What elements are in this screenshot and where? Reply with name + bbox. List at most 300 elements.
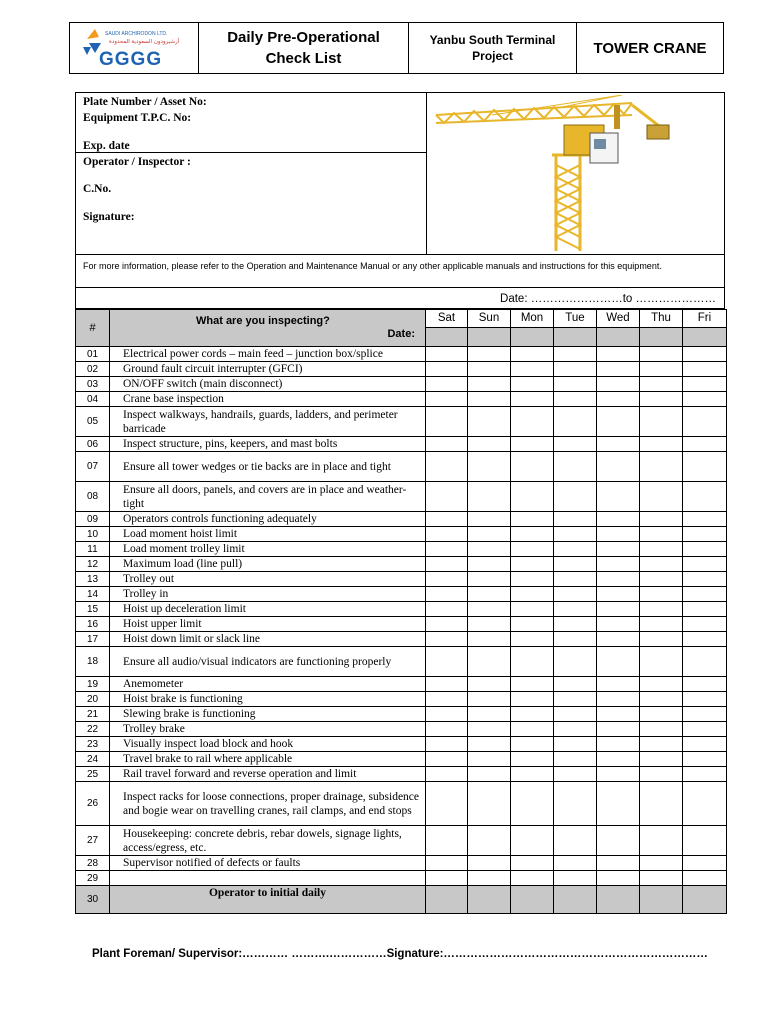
day-header-sun <box>468 310 511 347</box>
check-cell-sat[interactable] <box>426 362 468 377</box>
check-cell-mon[interactable] <box>511 392 554 407</box>
check-cell-wed[interactable] <box>597 737 640 752</box>
inspection-item: Trolley brake <box>110 722 426 737</box>
row-number: 05 <box>76 407 110 437</box>
check-cell-sat[interactable] <box>426 572 468 587</box>
check-cell-sun[interactable] <box>468 752 511 767</box>
check-cell-tue[interactable] <box>554 602 597 617</box>
check-cell-sun[interactable] <box>468 782 511 826</box>
title-line-1: Daily Pre-Operational <box>227 29 380 46</box>
check-cell-sun[interactable] <box>468 407 511 437</box>
check-cell-sun[interactable] <box>468 677 511 692</box>
check-cell-tue[interactable] <box>554 362 597 377</box>
check-cell-wed[interactable] <box>597 826 640 856</box>
info-fields <box>76 93 427 254</box>
check-cell-fri[interactable] <box>683 707 727 722</box>
day-date-cell[interactable] <box>511 328 553 346</box>
check-cell-tue[interactable] <box>554 767 597 782</box>
check-cell-tue[interactable] <box>554 856 597 871</box>
check-cell-wed[interactable] <box>597 617 640 632</box>
check-cell-sat[interactable] <box>426 437 468 452</box>
check-cell-fri[interactable] <box>683 856 727 871</box>
check-cell-mon[interactable] <box>511 602 554 617</box>
table-row <box>76 512 727 527</box>
table-row <box>76 856 727 871</box>
check-cell-mon[interactable] <box>511 617 554 632</box>
check-cell-fri[interactable] <box>683 632 727 647</box>
check-cell-sat[interactable] <box>426 886 468 914</box>
inspection-item: Hoist brake is functioning <box>110 692 426 707</box>
inspection-item: Load moment hoist limit <box>110 527 426 542</box>
tpc-number-label: Equipment T.P.C. No: <box>83 112 192 124</box>
check-cell-thu[interactable] <box>640 587 683 602</box>
check-cell-wed[interactable] <box>597 557 640 572</box>
check-cell-sat[interactable] <box>426 752 468 767</box>
check-cell-wed[interactable] <box>597 602 640 617</box>
table-row <box>76 632 727 647</box>
check-cell-thu[interactable] <box>640 557 683 572</box>
check-cell-wed[interactable] <box>597 347 640 362</box>
check-cell-wed[interactable] <box>597 647 640 677</box>
check-cell-thu[interactable] <box>640 572 683 587</box>
table-row <box>76 587 727 602</box>
table-row <box>76 542 727 557</box>
day-header-mon <box>511 310 554 347</box>
table-row <box>76 826 727 856</box>
check-cell-mon[interactable] <box>511 347 554 362</box>
check-cell-thu[interactable] <box>640 692 683 707</box>
check-cell-wed[interactable] <box>597 437 640 452</box>
check-cell-thu[interactable] <box>640 782 683 826</box>
check-cell-wed[interactable] <box>597 722 640 737</box>
check-cell-fri[interactable] <box>683 392 727 407</box>
day-header-thu <box>640 310 683 347</box>
table-row <box>76 482 727 512</box>
check-cell-mon[interactable] <box>511 437 554 452</box>
check-cell-sat[interactable] <box>426 617 468 632</box>
check-cell-sat[interactable] <box>426 527 468 542</box>
inspection-item: Hoist up deceleration limit <box>110 602 426 617</box>
day-label: Tue <box>554 310 596 328</box>
inspection-item: Ensure all tower wedges or tie backs are in place and tight <box>110 452 426 482</box>
check-cell-mon[interactable] <box>511 572 554 587</box>
row-number: 11 <box>76 542 110 557</box>
row-number: 19 <box>76 677 110 692</box>
check-cell-sat[interactable] <box>426 392 468 407</box>
check-cell-wed[interactable] <box>597 572 640 587</box>
check-cell-sun[interactable] <box>468 707 511 722</box>
check-cell-fri[interactable] <box>683 677 727 692</box>
inspection-item: Trolley in <box>110 587 426 602</box>
check-cell-fri[interactable] <box>683 587 727 602</box>
table-row <box>76 767 727 782</box>
check-cell-sat[interactable] <box>426 647 468 677</box>
check-cell-mon[interactable] <box>511 362 554 377</box>
check-cell-wed[interactable] <box>597 527 640 542</box>
check-cell-thu[interactable] <box>640 542 683 557</box>
check-cell-sun[interactable] <box>468 377 511 392</box>
check-cell-sat[interactable] <box>426 677 468 692</box>
row-number: 06 <box>76 437 110 452</box>
inspection-item: Trolley out <box>110 572 426 587</box>
check-cell-sun[interactable] <box>468 886 511 914</box>
check-cell-wed[interactable] <box>597 452 640 482</box>
table-row <box>76 647 727 677</box>
check-cell-mon[interactable] <box>511 871 554 886</box>
check-cell-tue[interactable] <box>554 707 597 722</box>
check-cell-wed[interactable] <box>597 767 640 782</box>
inspection-item: Operators controls functioning adequately <box>110 512 426 527</box>
check-cell-fri[interactable] <box>683 347 727 362</box>
check-cell-mon[interactable] <box>511 482 554 512</box>
check-cell-fri[interactable] <box>683 437 727 452</box>
inspection-item: Hoist upper limit <box>110 617 426 632</box>
check-cell-mon[interactable] <box>511 856 554 871</box>
check-cell-fri[interactable] <box>683 542 727 557</box>
check-cell-sun[interactable] <box>468 512 511 527</box>
operator-label: Operator / Inspector : <box>83 156 191 168</box>
check-cell-fri[interactable] <box>683 826 727 856</box>
check-cell-fri[interactable] <box>683 871 727 886</box>
check-cell-tue[interactable] <box>554 826 597 856</box>
check-cell-mon[interactable] <box>511 677 554 692</box>
table-row <box>76 362 727 377</box>
day-date-cell[interactable] <box>640 328 682 346</box>
check-cell-fri[interactable] <box>683 527 727 542</box>
check-cell-sun[interactable] <box>468 527 511 542</box>
check-cell-sun[interactable] <box>468 587 511 602</box>
supervisor-signature-line[interactable]: Plant Foreman/ Supervisor:………… ……….……………Signature:…………………………………………………………… <box>92 948 708 960</box>
check-cell-sun[interactable] <box>468 347 511 362</box>
company-logo-icon <box>79 25 189 71</box>
check-cell-tue[interactable] <box>554 692 597 707</box>
check-cell-thu[interactable] <box>640 767 683 782</box>
inspection-item: Hoist down limit or slack line <box>110 632 426 647</box>
day-header-fri <box>683 310 727 347</box>
check-cell-thu[interactable] <box>640 452 683 482</box>
check-cell-tue[interactable] <box>554 542 597 557</box>
check-cell-thu[interactable] <box>640 392 683 407</box>
day-label: Wed <box>597 310 639 328</box>
check-cell-sat[interactable] <box>426 632 468 647</box>
day-header-wed <box>597 310 640 347</box>
check-cell-sun[interactable] <box>468 826 511 856</box>
check-cell-wed[interactable] <box>597 886 640 914</box>
check-cell-tue[interactable] <box>554 737 597 752</box>
check-cell-wed[interactable] <box>597 407 640 437</box>
check-cell-thu[interactable] <box>640 856 683 871</box>
day-date-cell[interactable] <box>597 328 639 346</box>
check-cell-sat[interactable] <box>426 602 468 617</box>
check-cell-wed[interactable] <box>597 871 640 886</box>
check-cell-sun[interactable] <box>468 572 511 587</box>
check-cell-tue[interactable] <box>554 527 597 542</box>
row-number: 27 <box>76 826 110 856</box>
check-cell-tue[interactable] <box>554 572 597 587</box>
check-cell-thu[interactable] <box>640 632 683 647</box>
equipment-info-block <box>75 92 725 255</box>
inspection-item: Inspect structure, pins, keepers, and mast bolts <box>110 437 426 452</box>
check-cell-tue[interactable] <box>554 407 597 437</box>
check-cell-sun[interactable] <box>468 482 511 512</box>
day-date-cell[interactable] <box>683 328 726 346</box>
day-label: Mon <box>511 310 553 328</box>
check-cell-sun[interactable] <box>468 542 511 557</box>
check-cell-fri[interactable] <box>683 557 727 572</box>
check-cell-mon[interactable] <box>511 782 554 826</box>
day-date-cell[interactable] <box>426 328 467 346</box>
check-cell-fri[interactable] <box>683 647 727 677</box>
check-cell-mon[interactable] <box>511 527 554 542</box>
check-cell-mon[interactable] <box>511 722 554 737</box>
inspection-item: Slewing brake is functioning <box>110 707 426 722</box>
check-cell-sat[interactable] <box>426 782 468 826</box>
check-cell-sat[interactable] <box>426 347 468 362</box>
check-cell-sat[interactable] <box>426 377 468 392</box>
check-cell-thu[interactable] <box>640 482 683 512</box>
exp-date-label: Exp. date <box>83 140 130 152</box>
check-cell-thu[interactable] <box>640 377 683 392</box>
inspection-item: Crane base inspection <box>110 392 426 407</box>
check-cell-fri[interactable] <box>683 737 727 752</box>
check-cell-mon[interactable] <box>511 707 554 722</box>
row-number: 02 <box>76 362 110 377</box>
check-cell-mon[interactable] <box>511 512 554 527</box>
manual-reference-note: For more information, please refer to the Operation and Maintenance Manual or any other applicable manuals and instructions for this equipment. <box>75 255 725 288</box>
check-cell-mon[interactable] <box>511 587 554 602</box>
check-cell-wed[interactable] <box>597 362 640 377</box>
row-number: 28 <box>76 856 110 871</box>
table-row <box>76 677 727 692</box>
check-cell-sun[interactable] <box>468 632 511 647</box>
check-cell-thu[interactable] <box>640 527 683 542</box>
row-number: 12 <box>76 557 110 572</box>
check-cell-mon[interactable] <box>511 377 554 392</box>
inspection-item: Electrical power cords – main feed – junction box/splice <box>110 347 426 362</box>
check-cell-sat[interactable] <box>426 722 468 737</box>
check-cell-mon[interactable] <box>511 752 554 767</box>
check-cell-sat[interactable] <box>426 707 468 722</box>
table-row <box>76 452 727 482</box>
check-cell-thu[interactable] <box>640 362 683 377</box>
check-cell-thu[interactable] <box>640 737 683 752</box>
inspection-item: Operator to initial daily <box>110 886 426 914</box>
inspection-item: Ensure all audio/visual indicators are functioning properly <box>110 647 426 677</box>
check-cell-sat[interactable] <box>426 542 468 557</box>
check-cell-wed[interactable] <box>597 377 640 392</box>
check-cell-mon[interactable] <box>511 826 554 856</box>
inspection-item: Visually inspect load block and hook <box>110 737 426 752</box>
row-number: 30 <box>76 886 110 914</box>
check-cell-tue[interactable] <box>554 677 597 692</box>
check-cell-fri[interactable] <box>683 572 727 587</box>
form-title <box>199 23 409 73</box>
check-cell-mon[interactable] <box>511 632 554 647</box>
form-header <box>69 22 724 74</box>
check-cell-sat[interactable] <box>426 452 468 482</box>
check-cell-tue[interactable] <box>554 482 597 512</box>
check-cell-sun[interactable] <box>468 617 511 632</box>
check-cell-sun[interactable] <box>468 737 511 752</box>
check-cell-tue[interactable] <box>554 647 597 677</box>
check-cell-sat[interactable] <box>426 856 468 871</box>
day-date-cell[interactable] <box>468 328 510 346</box>
check-cell-sun[interactable] <box>468 557 511 572</box>
check-cell-thu[interactable] <box>640 407 683 437</box>
check-cell-wed[interactable] <box>597 692 640 707</box>
inspection-item: Housekeeping: concrete debris, rebar dowels, signage lights, access/egress, etc. <box>110 826 426 856</box>
check-cell-wed[interactable] <box>597 587 640 602</box>
check-cell-fri[interactable] <box>683 482 727 512</box>
company-logo <box>70 23 199 73</box>
check-cell-tue[interactable] <box>554 377 597 392</box>
check-cell-tue[interactable] <box>554 347 597 362</box>
check-cell-wed[interactable] <box>597 392 640 407</box>
check-cell-tue[interactable] <box>554 587 597 602</box>
table-row <box>76 572 727 587</box>
check-cell-fri[interactable] <box>683 782 727 826</box>
check-cell-mon[interactable] <box>511 557 554 572</box>
check-cell-mon[interactable] <box>511 692 554 707</box>
check-cell-sun[interactable] <box>468 362 511 377</box>
check-cell-tue[interactable] <box>554 632 597 647</box>
row-number: 13 <box>76 572 110 587</box>
question-header <box>110 310 426 347</box>
check-cell-fri[interactable] <box>683 377 727 392</box>
check-cell-wed[interactable] <box>597 752 640 767</box>
day-header-tue <box>554 310 597 347</box>
check-cell-wed[interactable] <box>597 482 640 512</box>
check-cell-sat[interactable] <box>426 692 468 707</box>
check-cell-thu[interactable] <box>640 347 683 362</box>
check-cell-sun[interactable] <box>468 856 511 871</box>
check-cell-wed[interactable] <box>597 782 640 826</box>
logo-text-ar: أرشيرودون السعودية المحدودة <box>109 39 180 45</box>
check-cell-sat[interactable] <box>426 512 468 527</box>
check-cell-sat[interactable] <box>426 871 468 886</box>
check-cell-sun[interactable] <box>468 767 511 782</box>
check-cell-tue[interactable] <box>554 722 597 737</box>
table-row <box>76 617 727 632</box>
check-cell-sun[interactable] <box>468 647 511 677</box>
check-cell-thu[interactable] <box>640 512 683 527</box>
inspection-item: Rail travel forward and reverse operation and limit <box>110 767 426 782</box>
date-range-text[interactable]: Date: ……………………to ………………… <box>500 293 716 305</box>
check-cell-thu[interactable] <box>640 752 683 767</box>
check-cell-mon[interactable] <box>511 886 554 914</box>
check-cell-sun[interactable] <box>468 392 511 407</box>
check-cell-thu[interactable] <box>640 722 683 737</box>
check-cell-fri[interactable] <box>683 602 727 617</box>
inspection-item <box>110 871 426 886</box>
check-cell-wed[interactable] <box>597 512 640 527</box>
check-cell-mon[interactable] <box>511 737 554 752</box>
check-cell-wed[interactable] <box>597 856 640 871</box>
check-cell-fri[interactable] <box>683 722 727 737</box>
check-cell-sat[interactable] <box>426 557 468 572</box>
check-cell-sun[interactable] <box>468 452 511 482</box>
check-cell-thu[interactable] <box>640 826 683 856</box>
check-cell-mon[interactable] <box>511 452 554 482</box>
check-cell-mon[interactable] <box>511 647 554 677</box>
check-cell-tue[interactable] <box>554 512 597 527</box>
check-cell-thu[interactable] <box>640 871 683 886</box>
row-number: 22 <box>76 722 110 737</box>
check-cell-tue[interactable] <box>554 782 597 826</box>
row-number: 14 <box>76 587 110 602</box>
check-cell-wed[interactable] <box>597 542 640 557</box>
day-label: Sat <box>426 310 467 328</box>
check-cell-thu[interactable] <box>640 647 683 677</box>
inspection-item: Supervisor notified of defects or faults <box>110 856 426 871</box>
check-cell-fri[interactable] <box>683 886 727 914</box>
check-cell-wed[interactable] <box>597 707 640 722</box>
check-cell-thu[interactable] <box>640 707 683 722</box>
equipment-type: TOWER CRANE <box>593 39 707 57</box>
check-cell-sun[interactable] <box>468 722 511 737</box>
row-number: 20 <box>76 692 110 707</box>
check-cell-sat[interactable] <box>426 407 468 437</box>
check-cell-fri[interactable] <box>683 407 727 437</box>
check-cell-fri[interactable] <box>683 617 727 632</box>
check-cell-sun[interactable] <box>468 437 511 452</box>
check-cell-sun[interactable] <box>468 602 511 617</box>
check-cell-wed[interactable] <box>597 632 640 647</box>
check-cell-thu[interactable] <box>640 617 683 632</box>
check-cell-thu[interactable] <box>640 602 683 617</box>
check-cell-tue[interactable] <box>554 452 597 482</box>
check-cell-fri[interactable] <box>683 767 727 782</box>
day-date-cell[interactable] <box>554 328 596 346</box>
check-cell-tue[interactable] <box>554 886 597 914</box>
table-row <box>76 886 727 914</box>
check-cell-sun[interactable] <box>468 692 511 707</box>
check-cell-tue[interactable] <box>554 871 597 886</box>
check-cell-tue[interactable] <box>554 557 597 572</box>
inspection-item: Ground fault circuit interrupter (GFCI) <box>110 362 426 377</box>
row-number: 01 <box>76 347 110 362</box>
row-number: 21 <box>76 707 110 722</box>
check-cell-fri[interactable] <box>683 512 727 527</box>
check-cell-thu[interactable] <box>640 437 683 452</box>
check-cell-tue[interactable] <box>554 752 597 767</box>
check-cell-tue[interactable] <box>554 617 597 632</box>
row-number: 10 <box>76 527 110 542</box>
check-cell-tue[interactable] <box>554 392 597 407</box>
check-cell-sat[interactable] <box>426 826 468 856</box>
check-cell-sat[interactable] <box>426 737 468 752</box>
check-cell-fri[interactable] <box>683 752 727 767</box>
check-cell-thu[interactable] <box>640 886 683 914</box>
check-cell-sat[interactable] <box>426 587 468 602</box>
check-cell-sat[interactable] <box>426 767 468 782</box>
check-cell-sat[interactable] <box>426 482 468 512</box>
check-cell-mon[interactable] <box>511 767 554 782</box>
check-cell-fri[interactable] <box>683 362 727 377</box>
check-cell-fri[interactable] <box>683 452 727 482</box>
check-cell-tue[interactable] <box>554 437 597 452</box>
row-number: 07 <box>76 452 110 482</box>
check-cell-mon[interactable] <box>511 407 554 437</box>
row-number: 26 <box>76 782 110 826</box>
check-cell-fri[interactable] <box>683 692 727 707</box>
row-number: 17 <box>76 632 110 647</box>
check-cell-thu[interactable] <box>640 677 683 692</box>
check-cell-sun[interactable] <box>468 871 511 886</box>
logo-letters: GGGG <box>99 49 163 70</box>
check-cell-mon[interactable] <box>511 542 554 557</box>
check-cell-wed[interactable] <box>597 677 640 692</box>
